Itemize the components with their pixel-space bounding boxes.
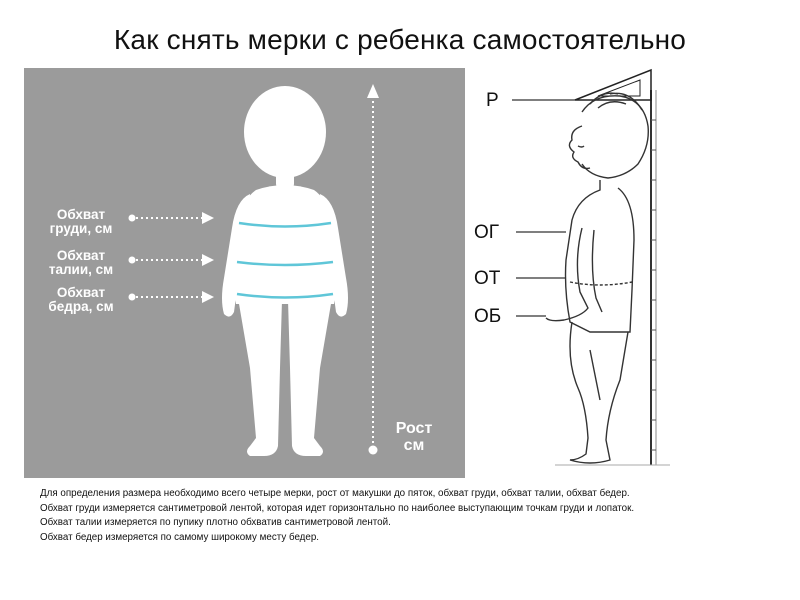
front-figure-panel [24, 68, 465, 478]
description-line: Обхват талии измеряется по пупику плотно обхватив сантиметровой лентой. [40, 517, 391, 528]
height-arrow [367, 84, 379, 455]
mark-chest: ОГ [474, 222, 500, 243]
mark-waist: ОТ [474, 268, 501, 289]
waist-girth-label: Обхват талии, см [48, 248, 114, 277]
dotted-arrows [129, 212, 215, 303]
chest-girth-label: Обхват груди, см [49, 207, 113, 236]
mark-hips: ОБ [474, 306, 502, 327]
page-title: Как снять мерки с ребенка самостоятельно [113, 24, 687, 55]
mark-height: Р [486, 90, 499, 111]
description-line: Для определения размера необходимо всего четыре мерки, рост от макушки до пяток, обхват груди, обхват талии, обхват бедер. [40, 488, 630, 499]
description-text [40, 487, 740, 545]
side-view-figure [470, 60, 800, 480]
description-line: Обхват бедер измеряется по самому широкому месту бедер. [40, 531, 320, 543]
side-child-drawing [470, 60, 800, 480]
description-line: Обхват груди измеряется сантиметровой лентой, которая идет горизонтально по наиболее выступающим точкам груди и лопаток. [40, 502, 635, 514]
hip-girth-label: Обхват бедра, см [48, 285, 114, 314]
height-label: Рост см [395, 420, 433, 454]
